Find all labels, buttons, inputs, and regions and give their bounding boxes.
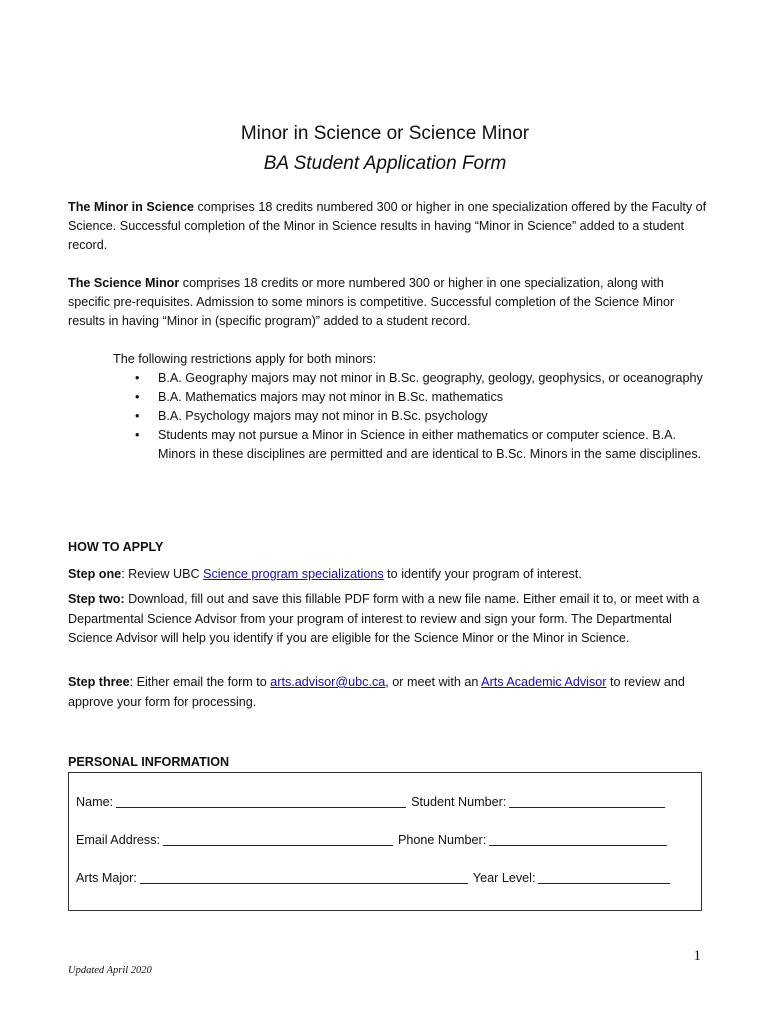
arts-advisor-email-link[interactable]: arts.advisor@ubc.ca [270,675,386,689]
minor-in-science-paragraph [68,198,708,255]
personal-information-form [68,772,702,911]
form-row-name [76,794,693,809]
science-minor-lead: The Science Minor [68,276,180,290]
footer-updated: Updated April 2020 [68,965,152,976]
step-one-label: Step one [68,567,122,581]
restriction-item: • Students may not pursue a Minor in Science in either mathematics or computer science. B.A. Minors in these disciplines are permitted and are identical to B.Sc. Minors in the same disciplines. [113,426,713,464]
restriction-item: • B.A. Psychology majors may not minor in B.Sc. psychology [113,407,713,426]
phone-number-label: Phone Number: [398,833,487,847]
step-two-text: Download, fill out and save this fillable PDF form with a new file name. Either email it to, or meet with a Departmental Science Advisor from your program of interest to review and sign your form. The Departmental Science Advisor will help you identify if you are eligible for the Science Minor or the Minor in Science. [68,592,700,645]
step-three [68,673,718,712]
restriction-item: • B.A. Geography majors may not minor in B.Sc. geography, geology, geophysics, or oceanography [113,369,713,388]
step-one-post: to identify your program of interest. [383,567,582,581]
step-two [68,590,718,649]
science-minor-text: comprises 18 credits or more numbered 300 or higher in one specialization, along with specific pre-requisites. Admission to some minors is competitive. Successful completion of the Science Minor results in having “Minor in (specific program)” added to a student record. [68,276,675,328]
step-three-pre: : Either email the form to [129,675,271,689]
step-one [68,565,718,585]
science-program-specializations-link[interactable]: Science program specializations [203,567,384,581]
arts-academic-advisor-link[interactable]: Arts Academic Advisor [481,675,607,689]
page-number: 1 [693,948,701,964]
year-level-field[interactable] [538,870,670,884]
form-row-major [76,870,693,885]
personal-information-heading: PERSONAL INFORMATION [68,755,230,769]
restrictions-section [113,350,713,464]
step-two-label: Step two: [68,592,125,606]
email-label: Email Address: [76,833,160,847]
document-title: Minor in Science or Science Minor [240,123,530,144]
phone-number-field[interactable] [489,832,667,846]
step-three-post: to review and approve your form for processing. [68,675,685,709]
step-three-label: Step three [68,675,130,689]
year-level-label: Year Level: [472,871,536,885]
step-one-pre: : Review UBC [121,567,204,581]
restrictions-list [113,369,713,464]
restrictions-intro: The following restrictions apply for both minors: [113,352,377,366]
minor-in-science-text: comprises 18 credits numbered 300 or higher in one specialization offered by the Faculty of Science. Successful completion of the Minor in Science results in having “Minor in Science” added to a student record. [68,200,707,252]
name-field[interactable] [116,794,406,808]
form-row-email [76,832,693,847]
arts-major-field[interactable] [140,870,468,884]
arts-major-label: Arts Major: [76,871,137,885]
step-three-mid: , or meet with an [385,675,482,689]
restriction-item: • B.A. Mathematics majors may not minor in B.Sc. mathematics [113,388,713,407]
student-number-label: Student Number: [411,795,507,809]
email-field[interactable] [163,832,393,846]
student-number-field[interactable] [509,794,665,808]
minor-in-science-lead: The Minor in Science [68,200,194,214]
name-label: Name: [76,795,114,809]
science-minor-paragraph [68,274,708,331]
document-subtitle: BA Student Application Form [263,153,507,174]
how-to-apply-heading: HOW TO APPLY [68,540,164,554]
